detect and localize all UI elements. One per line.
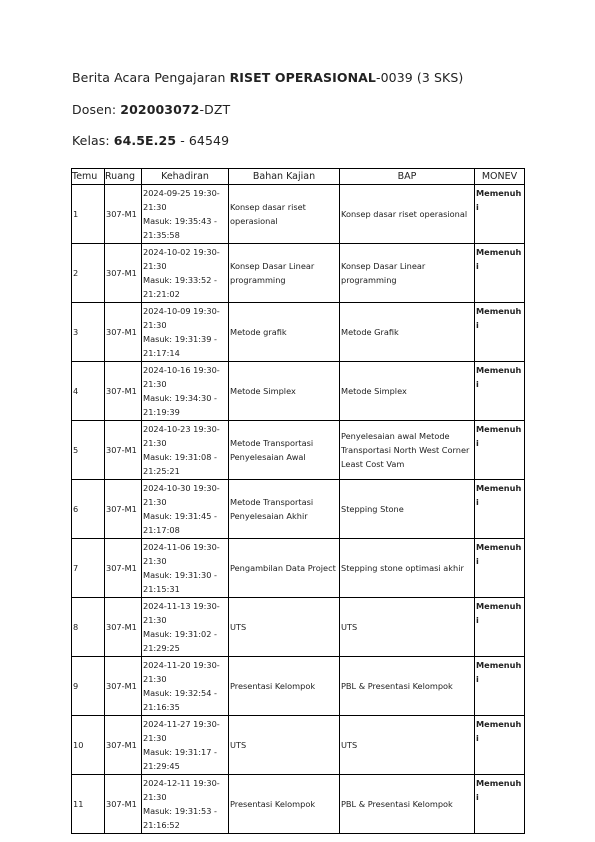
course-code: -0039 (3 SKS) [375, 70, 464, 85]
cell-kehadiran [142, 539, 229, 598]
schedule-time: 2024-11-13 19:30-21:30 [143, 601, 220, 625]
cell-ruang: 307-M1 [105, 244, 142, 303]
cell-bahan-kajian: Presentasi Kelompok [229, 775, 340, 834]
cell-temu: 11 [72, 775, 105, 834]
dosen-line [72, 101, 463, 117]
cell-ruang: 307-M1 [105, 657, 142, 716]
cell-temu: 9 [72, 657, 105, 716]
dosen-suffix: -DZT [199, 101, 231, 117]
cell-bahan-kajian: Metode Transportasi Penyelesaian Akhir [229, 480, 340, 539]
table-row [72, 244, 525, 303]
cell-monev: Memenuhi [475, 480, 525, 539]
cell-temu: 1 [72, 185, 105, 244]
cell-monev: Memenuhi [475, 539, 525, 598]
schedule-time: 2024-09-25 19:30-21:30 [143, 188, 220, 212]
cell-monev: Memenuhi [475, 716, 525, 775]
kelas-line [72, 135, 463, 148]
cell-bahan-kajian: Metode Transportasi Penyelesaian Awal [229, 421, 340, 480]
cell-bahan-kajian: Presentasi Kelompok [229, 657, 340, 716]
kelas-code: 64.5E.25 [113, 133, 177, 148]
cell-kehadiran [142, 244, 229, 303]
cell-bap: PBL & Presentasi Kelompok [340, 775, 475, 834]
cell-bahan-kajian: UTS [229, 598, 340, 657]
schedule-time: 2024-11-06 19:30-21:30 [143, 542, 220, 566]
document-header [72, 72, 463, 167]
attendance-time: Masuk: 19:31:53 - 21:16:52 [143, 806, 217, 830]
table-row [72, 362, 525, 421]
cell-bap: Stepping stone optimasi akhir [340, 539, 475, 598]
title-prefix: Berita Acara Pengajaran [72, 70, 230, 85]
cell-monev: Memenuhi [475, 775, 525, 834]
table-row [72, 185, 525, 244]
course-name: RISET OPERASIONAL [229, 70, 376, 85]
bap-table [71, 168, 525, 834]
cell-kehadiran [142, 185, 229, 244]
cell-temu: 7 [72, 539, 105, 598]
schedule-time: 2024-12-11 19:30-21:30 [143, 778, 220, 802]
cell-bap: Konsep Dasar Linear programming [340, 244, 475, 303]
col-header-monev: MONEV [475, 169, 525, 185]
cell-ruang: 307-M1 [105, 362, 142, 421]
table-header-row [72, 169, 525, 185]
cell-temu: 10 [72, 716, 105, 775]
col-header-bahan-kajian: Bahan Kajian [229, 169, 340, 185]
cell-kehadiran [142, 775, 229, 834]
attendance-time: Masuk: 19:31:39 - 21:17:14 [143, 334, 217, 358]
col-header-ruang: Ruang [105, 169, 142, 185]
attendance-time: Masuk: 19:34:30 - 21:19:39 [143, 393, 217, 417]
cell-ruang: 307-M1 [105, 185, 142, 244]
cell-kehadiran [142, 480, 229, 539]
cell-monev: Memenuhi [475, 244, 525, 303]
cell-kehadiran [142, 362, 229, 421]
cell-monev: Memenuhi [475, 303, 525, 362]
schedule-time: 2024-10-09 19:30-21:30 [143, 306, 220, 330]
attendance-time: Masuk: 19:32:54 - 21:16:35 [143, 688, 217, 712]
cell-bahan-kajian: Pengambilan Data Project [229, 539, 340, 598]
cell-kehadiran [142, 598, 229, 657]
table-row [72, 421, 525, 480]
cell-ruang: 307-M1 [105, 539, 142, 598]
attendance-time: Masuk: 19:31:02 - 21:29:25 [143, 629, 217, 653]
dosen-label: Dosen: [72, 101, 121, 117]
cell-bap: Penyelesaian awal Metode Transportasi North West Corner Least Cost Vam [340, 421, 475, 480]
table-row [72, 480, 525, 539]
kelas-suffix: - 64549 [176, 133, 230, 148]
cell-kehadiran [142, 303, 229, 362]
cell-temu: 6 [72, 480, 105, 539]
schedule-time: 2024-11-27 19:30-21:30 [143, 719, 220, 743]
attendance-time: Masuk: 19:31:17 - 21:29:45 [143, 747, 217, 771]
cell-bahan-kajian: Metode grafik [229, 303, 340, 362]
title-line [72, 72, 463, 85]
attendance-time: Masuk: 19:33:52 - 21:21:02 [143, 275, 217, 299]
table-row [72, 716, 525, 775]
schedule-time: 2024-10-16 19:30-21:30 [143, 365, 220, 389]
cell-ruang: 307-M1 [105, 775, 142, 834]
col-header-kehadiran: Kehadiran [142, 169, 229, 185]
table-row [72, 657, 525, 716]
cell-ruang: 307-M1 [105, 303, 142, 362]
table-row [72, 775, 525, 834]
cell-monev: Memenuhi [475, 421, 525, 480]
cell-monev: Memenuhi [475, 657, 525, 716]
cell-kehadiran [142, 716, 229, 775]
dosen-code: 202003072 [120, 101, 200, 117]
cell-monev: Memenuhi [475, 185, 525, 244]
schedule-time: 2024-10-02 19:30-21:30 [143, 247, 220, 271]
cell-ruang: 307-M1 [105, 421, 142, 480]
table-row [72, 539, 525, 598]
col-header-temu: Temu [72, 169, 105, 185]
cell-ruang: 307-M1 [105, 598, 142, 657]
cell-bahan-kajian: UTS [229, 716, 340, 775]
cell-bap: PBL & Presentasi Kelompok [340, 657, 475, 716]
attendance-time: Masuk: 19:31:45 - 21:17:08 [143, 511, 217, 535]
cell-temu: 2 [72, 244, 105, 303]
table-row [72, 598, 525, 657]
cell-temu: 8 [72, 598, 105, 657]
table-row [72, 303, 525, 362]
cell-bahan-kajian: Metode Simplex [229, 362, 340, 421]
cell-ruang: 307-M1 [105, 716, 142, 775]
kelas-label: Kelas: [72, 133, 114, 148]
cell-bap: Konsep dasar riset operasional [340, 185, 475, 244]
attendance-time: Masuk: 19:31:30 - 21:15:31 [143, 570, 217, 594]
cell-kehadiran [142, 421, 229, 480]
cell-bap: UTS [340, 598, 475, 657]
cell-bap: Metode Grafik [340, 303, 475, 362]
cell-ruang: 307-M1 [105, 480, 142, 539]
cell-temu: 5 [72, 421, 105, 480]
attendance-time: Masuk: 19:35:43 - 21:35:58 [143, 216, 217, 240]
schedule-time: 2024-10-30 19:30-21:30 [143, 483, 220, 507]
cell-monev: Memenuhi [475, 598, 525, 657]
cell-bahan-kajian: Konsep dasar riset operasional [229, 185, 340, 244]
cell-temu: 4 [72, 362, 105, 421]
cell-bap: Metode Simplex [340, 362, 475, 421]
schedule-time: 2024-11-20 19:30-21:30 [143, 660, 220, 684]
cell-bahan-kajian: Konsep Dasar Linear programming [229, 244, 340, 303]
schedule-time: 2024-10-23 19:30-21:30 [143, 424, 220, 448]
attendance-time: Masuk: 19:31:08 - 21:25:21 [143, 452, 217, 476]
cell-monev: Memenuhi [475, 362, 525, 421]
col-header-bap: BAP [340, 169, 475, 185]
cell-temu: 3 [72, 303, 105, 362]
cell-kehadiran [142, 657, 229, 716]
cell-bap: Stepping Stone [340, 480, 475, 539]
cell-bap: UTS [340, 716, 475, 775]
